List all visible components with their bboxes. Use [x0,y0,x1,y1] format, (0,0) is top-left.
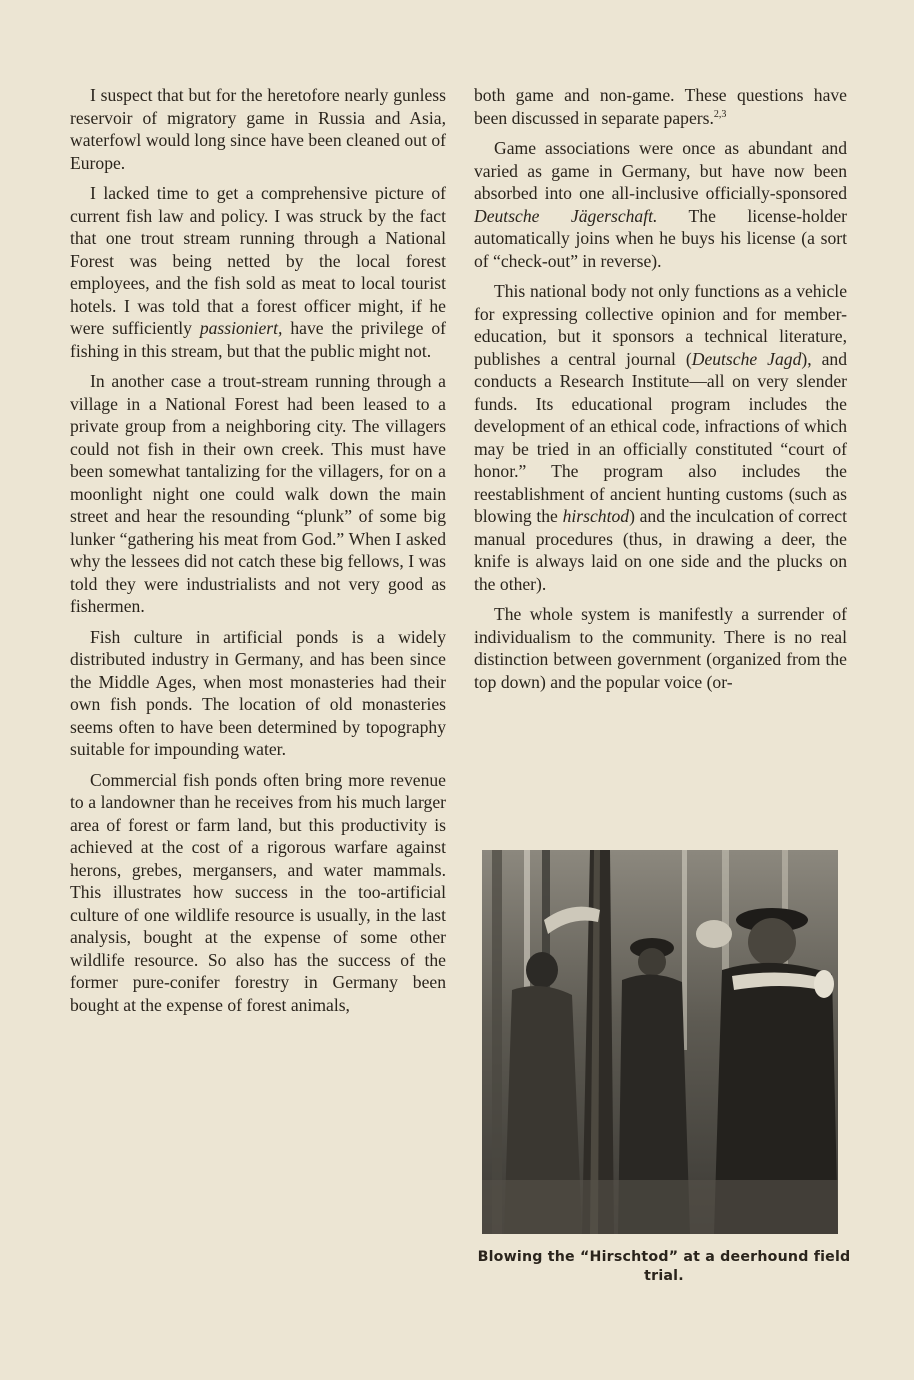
paragraph: Commercial fish ponds often bring more revenue to a landowner than he receives from his much larger area of forest or farm land, but this productivity is achieved at the cost of a rigorous warfare against herons, grebes, mergansers, and water mammals. This illustrates how success in the too-artificial culture of one wildlife resource is usually, in the last analysis, bought at the expense of some other wildlife resource. So also has the success of the former pure-conifer forestry in Germany been bought at the expense of forest animals, [70,769,446,1015]
photo-illustration [482,850,838,1234]
paragraph [474,280,847,595]
paragraph [474,137,847,272]
paragraph-text: both game and non-game. These questions have been discussed in separate papers. [474,85,847,128]
paragraph-text: ), and conducts a Research Institute—all on very slender funds. Its educational program includes the development of an ethical code, infractions of which may be tried in an officially constituted “court of honor.” The program also includes the reestablishment of ancient hunting customs (such as blowing the [474,348,848,526]
paragraph: Fish culture in artificial ponds is a widely distributed industry in Germany, and has been since the Middle Ages, when most monasteries had their own fish ponds. The location of old monasteries seems often to have been determined by topography suitable for impounding water. [70,626,446,759]
italic-term: Deutsche Jagd [691,348,802,369]
left-column [70,84,446,1024]
photograph [482,850,838,1234]
figure-caption: Blowing the “Hirschtod” at a deerhound field trial. [477,1249,851,1284]
paragraph-text: have the privilege of fishing in this stream, but that the public might not. [70,318,446,361]
paragraph: In another case a trout-stream running through a village in a National Forest had been leased to a private group from a neighboring city. The villagers could not fish in their own creek. This must have been somewhat tantalizing for the villagers, for on a moonlight night one could walk down the main street and hear the resounding “plunk” of some big lunker “gathering his meat from God.” When I asked why the lessees did not catch these big fellows, I was told they were industrialists and not very good as fishermen. [70,371,446,616]
italic-term: passioniert, [199,318,283,338]
paragraph [474,84,847,129]
right-column [474,84,847,701]
paragraph-text: This national body not only functions as a vehicle for expressing collective opinion and for member-education, but it sponsors a technical literature, publishes a central journal ( [474,281,847,369]
italic-term: hirschtod [562,506,630,526]
paragraph-text: I lacked time to get a comprehensive picture of current fish law and policy. I was struck by the fact that one trout stream running through a National Forest was being netted by the local forest employees, and the fish sold as meat to local tourist hotels. I was told that a forest officer might, if he were sufficiently [70,183,446,338]
paragraph [70,182,446,362]
footnote-ref: 2,3 [713,108,727,120]
paragraph-text: The license-holder automatically joins when he buys his license (a sort of “check-out” in reverse). [474,205,848,271]
paragraph-lead: I suspect that [90,85,184,105]
paragraph [70,84,446,174]
paragraph: The whole system is manifestly a surrender of individualism to the community. There is no real distinction between government (organized from the top down) and the popular voice (or- [474,604,847,692]
italic-term: Deutsche Jägerschaft. [474,205,658,226]
paragraph-text: ) and the inculcation of correct manual procedures (thus, in drawing a deer, the knife is always laid on one side and the plucks on the other). [474,506,848,594]
paragraph-text: but for the heretofore nearly gunless reservoir of migratory game in Russia and Asia, waterfowl would long since have been cleaned out of Europe. [70,85,446,173]
paragraph-text: Game associations were once as abundant and varied as game in Germany, but have now been absorbed into one all-inclusive officially-sponsored [474,138,847,203]
